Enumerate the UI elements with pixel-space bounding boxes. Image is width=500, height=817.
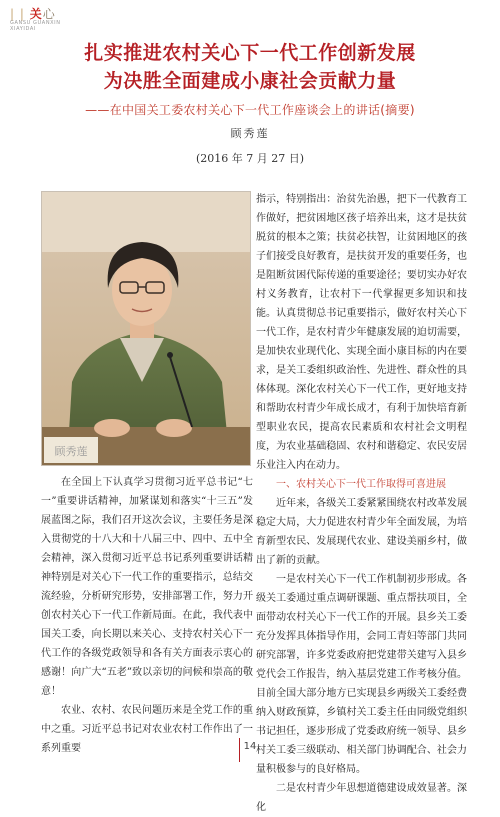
page-number: 14 xyxy=(243,741,257,752)
article-date: (2016 年 7 月 27 日) xyxy=(195,152,305,165)
right-paragraph-1: 指示，特别指出：治贫先治愚，把下一代教育工作做好，把贫困地区孩子培养出来，这才是扶贫脱贫的根本之策；扶贫必扶智，让贫困地区的孩子们接受良好教育，是扶贫开发的重要任务，也是阻断贫困代际传递的重要途径；要切实办好农村义务教育，让农村下一代掌握更多知识和技能。认真贯彻总书记重要指示，做好农村关心下一代工作，是农村青少年健康发展的迫切需要，是加快农业现代化、实现全面小康目标的内在要求，是关工委组织政治性、先进性、群众性的具体体现。深化农村关心下一代工作，更好地支持和帮助农村青少年成长成才，有利于加快培育新型职业农民，提高农民素质和农村社会文明程度，为农业基础稳固、农村和谐稳定、农民安居乐业注入内在动力。 xyxy=(256,194,467,471)
article-title-line-2: 为决胜全面建成小康社会贡献力量 xyxy=(103,70,397,92)
right-paragraph-4: 二是农村青少年思想道德建设成效显著。深化 xyxy=(256,783,467,813)
logo-mark: 关 xyxy=(29,7,43,21)
logo-rest: 心 xyxy=(42,7,56,21)
right-paragraph-2: 近年来，各级关工委紧紧围绕农村改革发展稳定大局，大力促进农村青少年全面发展，为培育新型农民、发展现代农业、建设美丽乡村，做出了新的贡献。 xyxy=(256,498,467,566)
masthead xyxy=(10,8,90,32)
left-column xyxy=(41,473,253,758)
masthead-logo: | | 关心 xyxy=(10,7,56,21)
speaker-photo xyxy=(41,191,251,466)
article-author: 顾秀莲 xyxy=(230,127,270,140)
article-title-line-1: 扎实推进农村关心下一代工作创新发展 xyxy=(84,42,416,64)
masthead-pinyin-2: XIAYIDAI xyxy=(10,26,36,32)
left-paragraph-2: 农业、农村、农民问题历来是全党工作的重中之重。习近平总书记对农业农村工作作出了一系列重要 xyxy=(41,705,253,754)
right-paragraph-3: 一是农村关心下一代工作机制初步形成。各级关工委通过重点调研课题、重点帮扶项目，全面带动农村关心下一代工作的开展。县乡关工委充分发挥具体指导作用，会同工青妇等部门共同研究部署，许多党委政府把党建带关建写入县乡党代会工作报告，纳入基层党建工作考核分值。目前全国大部分地方已实现县乡两级关工委经费纳入财政预算，乡镇村关工委主任由同级党组织书记担任，逐步形成了党委政府统一领导、县乡村关工委三级联动、相关部门协调配合、社会力量积极参与的良好格局。 xyxy=(256,574,467,775)
nameplate-text: 顾秀莲 xyxy=(54,445,88,458)
article-subtitle: ——在中国关工委农村关心下一代工作座谈会上的讲话(摘要) xyxy=(85,103,415,117)
speaker-photo-illustration xyxy=(42,192,250,465)
masthead-pinyin-1: GANSU GUANXIN xyxy=(10,20,61,26)
right-column xyxy=(256,190,467,817)
left-paragraph-1: 在全国上下认真学习贯彻习近平总书记“七一”重要讲话精神，加紧谋划和落实“十三五”发展蓝图之际，我们召开这次会议，主要任务是深入贯彻党的十八大和十八届三中、四中、五中全会精神，深入贯彻习近平总书记系列重要讲话精神特别是对关心下一代工作的重要指示，总结交流经验，分析研究形势，安排部署工作，努力开创农村关心下一代工作新局面。在此，我代表中国关工委，向长期以来关心、支持农村关心下一代工作的各级党政领导和各有关方面表示衷心的感谢！向广大“五老”致以亲切的问候和崇高的敬意！ xyxy=(41,477,253,697)
section-heading: 一、农村关心下一代工作取得可喜进展 xyxy=(276,479,446,490)
